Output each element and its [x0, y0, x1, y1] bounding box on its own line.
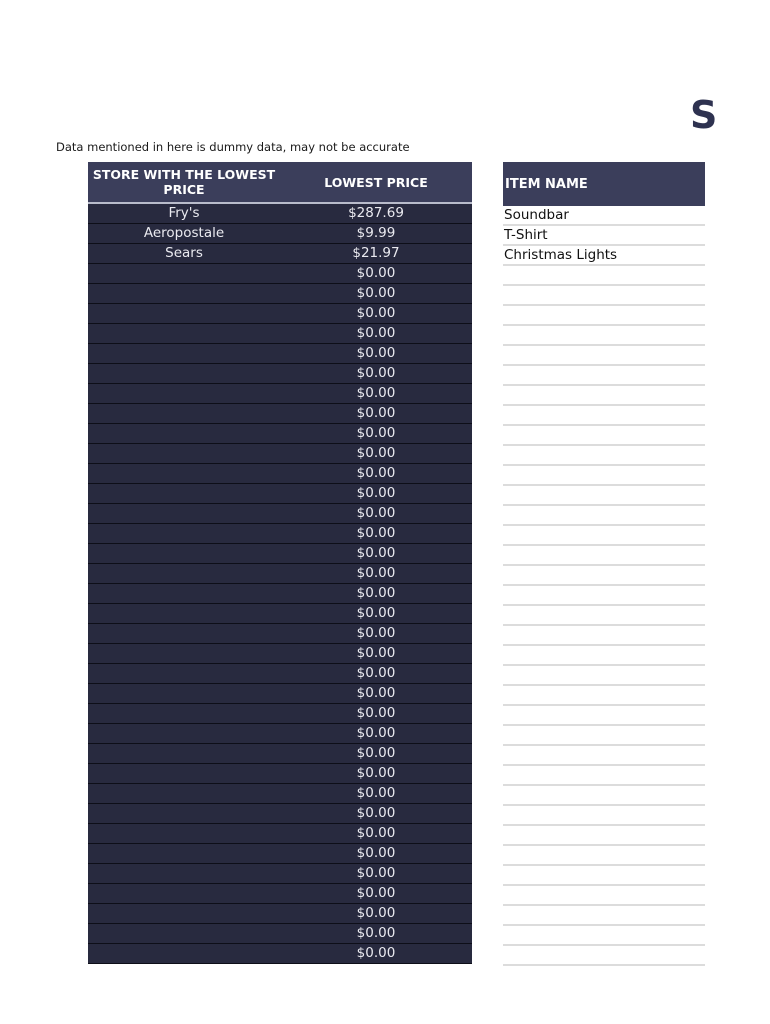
item-name-cell[interactable] [503, 526, 705, 546]
item-name-cell[interactable] [503, 586, 705, 606]
table-row [88, 624, 472, 644]
page-title: S [690, 93, 718, 137]
item-name-cell[interactable]: T-Shirt [503, 226, 705, 246]
store-cell[interactable] [88, 904, 280, 923]
table-row [88, 744, 472, 764]
store-cell[interactable] [88, 604, 280, 623]
store-cell[interactable] [88, 444, 280, 463]
table-row [88, 944, 472, 964]
table-row [88, 404, 472, 424]
price-cell[interactable]: $21.97 [352, 245, 400, 261]
table-row [88, 584, 472, 604]
store-cell[interactable] [88, 744, 280, 763]
store-cell[interactable] [88, 924, 280, 943]
store-cell[interactable] [88, 664, 280, 683]
table-row [88, 604, 472, 624]
store-cell[interactable] [88, 644, 280, 663]
price-cell[interactable]: $9.99 [356, 225, 396, 241]
store-cell[interactable] [88, 304, 280, 323]
item-name-cell[interactable]: Christmas Lights [503, 246, 705, 266]
item-name-cell[interactable] [503, 446, 705, 466]
store-cell[interactable] [88, 384, 280, 403]
table-row [88, 364, 472, 384]
table-row [88, 804, 472, 824]
table-row [88, 844, 472, 864]
table-row [88, 884, 472, 904]
lowest-price-table-body [88, 204, 472, 964]
item-name-cell[interactable] [503, 386, 705, 406]
dummy-data-note: Data mentioned in here is dummy data, may not be accurate [56, 140, 410, 154]
store-cell[interactable] [88, 804, 280, 823]
price-cell[interactable]: $0.00 [356, 385, 396, 401]
item-name-cell[interactable] [503, 686, 705, 706]
item-table-body [503, 206, 705, 966]
price-cell[interactable]: $0.00 [356, 425, 396, 441]
item-name-cell[interactable] [503, 786, 705, 806]
table-row [88, 824, 472, 844]
item-name-cell[interactable] [503, 366, 705, 386]
item-name-cell[interactable] [503, 626, 705, 646]
price-cell[interactable]: $0.00 [356, 725, 396, 741]
table-row [88, 644, 472, 664]
price-cell[interactable]: $0.00 [356, 945, 396, 961]
item-name-cell[interactable] [503, 726, 705, 746]
item-name-cell[interactable] [503, 426, 705, 446]
table-row [88, 684, 472, 704]
price-cell[interactable]: $0.00 [356, 565, 396, 581]
store-cell[interactable]: Fry's [168, 205, 200, 221]
price-cell[interactable]: $287.69 [348, 205, 404, 221]
item-name-cell[interactable] [503, 746, 705, 766]
table-row [88, 324, 472, 344]
item-name-cell[interactable] [503, 506, 705, 526]
price-cell[interactable]: $0.00 [356, 585, 396, 601]
price-cell[interactable]: $0.00 [356, 665, 396, 681]
table-row [88, 344, 472, 364]
price-cell[interactable]: $0.00 [356, 645, 396, 661]
table-row [88, 384, 472, 404]
store-cell[interactable] [88, 524, 280, 543]
item-name-cell[interactable] [503, 606, 705, 626]
store-cell[interactable] [88, 944, 280, 963]
store-cell[interactable] [88, 404, 280, 423]
store-cell[interactable] [88, 704, 280, 723]
table-row [88, 504, 472, 524]
price-cell[interactable]: $0.00 [356, 825, 396, 841]
item-name-cell[interactable] [503, 926, 705, 946]
store-cell[interactable] [88, 864, 280, 883]
item-name-cell[interactable] [503, 346, 705, 366]
store-cell[interactable] [88, 564, 280, 583]
item-name-cell[interactable] [503, 766, 705, 786]
item-table [503, 162, 705, 966]
price-cell[interactable]: $0.00 [356, 485, 396, 501]
item-name-cell[interactable] [503, 266, 705, 286]
store-cell[interactable] [88, 484, 280, 503]
table-row [88, 264, 472, 284]
store-cell[interactable] [88, 464, 280, 483]
price-cell[interactable]: $0.00 [356, 785, 396, 801]
item-name-cell[interactable] [503, 866, 705, 886]
store-column-header[interactable]: STORE WITH THE LOWEST PRICE [92, 167, 276, 197]
price-cell[interactable]: $0.00 [356, 705, 396, 721]
store-cell[interactable] [88, 284, 280, 303]
price-cell[interactable]: $0.00 [356, 905, 396, 921]
item-name-cell[interactable] [503, 846, 705, 866]
table-row [88, 564, 472, 584]
table-row [88, 924, 472, 944]
store-cell[interactable] [88, 324, 280, 343]
price-cell[interactable]: $0.00 [356, 845, 396, 861]
price-cell[interactable]: $0.00 [356, 285, 396, 301]
table-row [88, 424, 472, 444]
item-name-cell[interactable] [503, 666, 705, 686]
price-column-header[interactable]: LOWEST PRICE [324, 174, 428, 190]
item-name-cell[interactable] [503, 646, 705, 666]
item-name-cell[interactable]: Soundbar [503, 206, 705, 226]
price-cell[interactable]: $0.00 [356, 445, 396, 461]
table-row [88, 864, 472, 884]
price-cell[interactable]: $0.00 [356, 325, 396, 341]
item-name-cell[interactable] [503, 806, 705, 826]
table-row [88, 704, 472, 724]
item-name-cell[interactable] [503, 306, 705, 326]
price-cell[interactable]: $0.00 [356, 345, 396, 361]
store-cell[interactable] [88, 264, 280, 283]
table-row [88, 244, 472, 264]
table-row [88, 464, 472, 484]
table-row [88, 664, 472, 684]
price-cell[interactable]: $0.00 [356, 885, 396, 901]
item-name-cell[interactable] [503, 946, 705, 966]
table-row [88, 224, 472, 244]
table-row [88, 544, 472, 564]
price-cell[interactable]: $0.00 [356, 685, 396, 701]
item-name-cell[interactable] [503, 566, 705, 586]
price-cell[interactable]: $0.00 [356, 605, 396, 621]
table-row [88, 284, 472, 304]
price-cell[interactable]: $0.00 [356, 405, 396, 421]
store-cell[interactable] [88, 684, 280, 703]
price-cell[interactable]: $0.00 [356, 545, 396, 561]
store-cell[interactable] [88, 584, 280, 603]
price-cell[interactable]: $0.00 [356, 925, 396, 941]
item-name-cell[interactable] [503, 486, 705, 506]
item-name-cell[interactable] [503, 706, 705, 726]
price-cell[interactable]: $0.00 [356, 625, 396, 641]
price-cell[interactable]: $0.00 [356, 505, 396, 521]
store-cell[interactable] [88, 364, 280, 383]
store-cell[interactable] [88, 504, 280, 523]
item-name-cell[interactable] [503, 826, 705, 846]
item-name-cell[interactable] [503, 546, 705, 566]
store-cell[interactable]: Sears [165, 245, 203, 261]
store-cell[interactable] [88, 824, 280, 843]
table-row [88, 764, 472, 784]
lowest-price-table [88, 162, 472, 964]
table-row [88, 904, 472, 924]
store-cell[interactable] [88, 764, 280, 783]
item-name-column-header[interactable]: ITEM NAME [503, 162, 705, 206]
store-cell[interactable] [88, 344, 280, 363]
table-row [88, 204, 472, 224]
item-name-cell[interactable] [503, 466, 705, 486]
price-cell[interactable]: $0.00 [356, 745, 396, 761]
item-name-cell[interactable] [503, 286, 705, 306]
store-cell[interactable] [88, 844, 280, 863]
table-row [88, 724, 472, 744]
table-row [88, 444, 472, 464]
item-name-cell[interactable] [503, 326, 705, 346]
table-row [88, 484, 472, 504]
price-cell[interactable]: $0.00 [356, 865, 396, 881]
table-row [88, 524, 472, 544]
price-cell[interactable]: $0.00 [356, 265, 396, 281]
table-row [88, 784, 472, 804]
price-cell[interactable]: $0.00 [356, 365, 396, 381]
price-cell[interactable]: $0.00 [356, 765, 396, 781]
store-cell[interactable] [88, 884, 280, 903]
lowest-price-table-header [88, 162, 472, 204]
item-name-cell[interactable] [503, 406, 705, 426]
price-cell[interactable]: $0.00 [356, 305, 396, 321]
table-row [88, 304, 472, 324]
price-cell[interactable]: $0.00 [356, 525, 396, 541]
store-cell[interactable] [88, 544, 280, 563]
price-cell[interactable]: $0.00 [356, 465, 396, 481]
store-cell[interactable]: Aeropostale [143, 225, 225, 241]
store-cell[interactable] [88, 784, 280, 803]
store-cell[interactable] [88, 424, 280, 443]
store-cell[interactable] [88, 724, 280, 743]
price-cell[interactable]: $0.00 [356, 805, 396, 821]
store-cell[interactable] [88, 624, 280, 643]
item-name-cell[interactable] [503, 906, 705, 926]
item-name-cell[interactable] [503, 886, 705, 906]
